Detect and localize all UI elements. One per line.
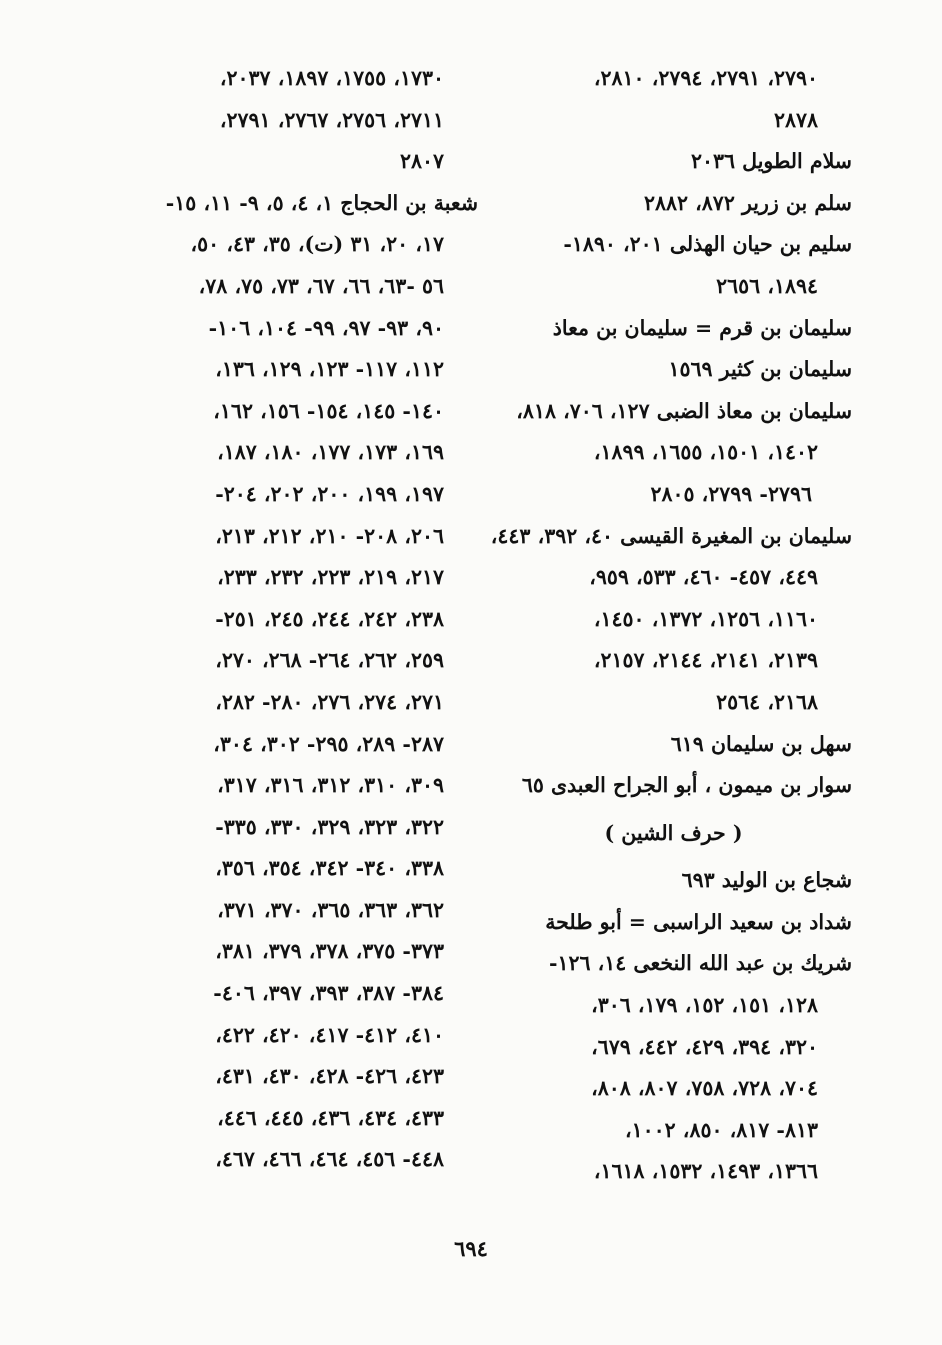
index-entry-line: ١٩٧، ١٩٩، ٢٠٠، ٢٠٢، ٢٠٤- xyxy=(215,481,444,506)
index-entry-line: ٢٣٨، ٢٤٢، ٢٤٤، ٢٤٥، ٢٥١- xyxy=(215,606,444,631)
index-entry-line: ٧٠٤، ٧٢٨، ٧٥٨، ٨٠٧، ٨٠٨، xyxy=(591,1076,818,1101)
index-entry-heading: سوار بن ميمون ، أبو الجراح العبدى ٦٥ xyxy=(521,773,852,798)
right-column xyxy=(490,58,852,1193)
index-entry-line: ٣٨٤- ٣٨٧، ٣٩٣، ٣٩٧، ٤٠٦- xyxy=(213,981,444,1006)
index-entry-line: ٢٧١١، ٢٧٥٦، ٢٧٦٧، ٢٧٩١، xyxy=(219,107,444,132)
index-entry-line: ١٤٠- ١٤٥، ١٥٤- ١٥٦، ١٦٢، xyxy=(213,398,444,423)
index-entry-line: ٣٠٩، ٣١٠، ٣١٢، ٣١٦، ٣١٧، xyxy=(217,773,444,798)
index-entry-line: ٣٢٠، ٣٩٤، ٤٢٩، ٤٤٢، ٦٧٩، xyxy=(591,1034,818,1059)
index-entry-line: ٢١٦٨، ٢٥٦٤ xyxy=(716,689,818,714)
index-entry-heading: شريك بن عبد الله النخعى ١٤، ١٢٦- xyxy=(548,951,852,976)
index-entry-line: ٨١٣- ٨١٧، ٨٥٠، ١٠٠٢، xyxy=(625,1117,818,1142)
index-entry-line: ٤٤٩، ٤٥٧- ٤٦٠، ٥٣٣، ٩٥٩، xyxy=(589,565,818,590)
index-entry-line: ٢٨٧- ٢٨٩، ٢٩٥- ٣٠٢، ٣٠٤، xyxy=(213,731,444,756)
index-entry-heading: سليمان بن معاذ الضبى ١٢٧، ٧٠٦، ٨١٨، xyxy=(516,398,852,423)
index-entry-line: ٢٧٩٦- ٢٧٩٩، ٢٨٠٥ xyxy=(650,481,812,506)
index-entry-line: ٢٨٠٧ xyxy=(399,149,444,174)
index-entry-line: ١٨٩٤، ٢٦٥٦ xyxy=(716,273,818,298)
index-entry-line: ٢٨٧٨ xyxy=(773,107,818,132)
index-entry-line: ٣٢٢، ٣٢٣، ٣٢٩، ٣٣٠، ٣٣٥- xyxy=(215,814,444,839)
index-entry-line: ٣٧٣- ٣٧٥، ٣٧٨، ٣٧٩، ٣٨١، xyxy=(215,939,444,964)
index-entry-heading: سلام الطويل ٢٠٣٦ xyxy=(690,149,852,174)
index-entry-line: ٢٧٩٠، ٢٧٩١، ٢٧٩٤، ٢٨١٠، xyxy=(593,66,818,90)
index-entry-line: ١٧٣٠، ١٧٥٥، ١٨٩٧، ٢٠٣٧، xyxy=(219,66,444,90)
index-entry-line: ٣٣٨، ٣٤٠- ٣٤٢، ٣٥٤، ٣٥٦، xyxy=(215,856,444,881)
index-entry-line: ٥٦ -٦٣، ٦٦، ٦٧، ٧٣، ٧٥، ٧٨، xyxy=(198,273,444,298)
index-entry-line: ١١٦٠، ١٢٥٦، ١٣٧٢، ١٤٥٠، xyxy=(593,606,818,631)
index-entry-heading: شعبة بن الحجاج ١، ٤، ٥، ٩- ١١، ١٥- xyxy=(165,190,478,215)
index-entry-heading: شجاع بن الوليد ٦٩٣ xyxy=(681,868,852,893)
index-entry-line: ٤٤٨- ٤٥٦، ٤٦٤، ٤٦٦، ٤٦٧، xyxy=(215,1147,444,1172)
index-entry-heading: سهل بن سليمان ٦١٩ xyxy=(670,731,852,756)
index-entry-line: ٣٦٢، ٣٦٣، ٣٦٥، ٣٧٠، ٣٧١، xyxy=(217,897,444,922)
index-entry-line: ٢٠٦، ٢٠٨- ٢١٠، ٢١٢، ٢١٣، xyxy=(215,523,444,548)
section-heading: ( حرف الشين ) xyxy=(604,820,743,845)
index-entry-heading: سليمان بن قرم = سليمان بن معاذ xyxy=(552,315,852,340)
index-entry-line: ١١٢، ١١٧- ١٢٣، ١٢٩، ١٣٦، xyxy=(215,357,444,382)
index-entry-line: ٢٧١، ٢٧٤، ٢٧٦، ٢٨٠- ٢٨٢، xyxy=(215,689,444,714)
index-entry-heading: سليمان بن المغيرة القيسى ٤٠، ٣٩٢، ٤٤٣، xyxy=(490,523,852,548)
index-entry-line: ٢٥٩، ٢٦٢، ٢٦٤- ٢٦٨، ٢٧٠، xyxy=(215,648,444,673)
index-entry-line: ١٣٦٦، ١٤٩٣، ١٥٣٢، ١٦١٨، xyxy=(593,1159,818,1184)
index-entry-heading: شداد بن سعيد الراسبى = أبو طلحة xyxy=(545,909,852,934)
index-entry-line: ٩٠، ٩٣- ٩٧، ٩٩- ١٠٤، ١٠٦- xyxy=(208,315,444,340)
index-entry-line: ١٢٨، ١٥١، ١٥٢، ١٧٩، ٣٠٦، xyxy=(591,993,818,1018)
index-entry-line: ٤١٠، ٤١٢- ٤١٧، ٤٢٠، ٤٢٢، xyxy=(215,1022,444,1047)
index-entry-heading: سليمان بن كثير ١٥٦٩ xyxy=(668,357,852,382)
index-entry-heading: سلم بن زرير ٨٧٢، ٢٨٨٢ xyxy=(643,190,852,215)
index-entry-line: ٢١٧، ٢١٩، ٢٢٣، ٢٣٢، ٢٣٣، xyxy=(217,565,444,590)
index-entry-line: ٢١٣٩، ٢١٤١، ٢١٤٤، ٢١٥٧، xyxy=(593,648,818,673)
index-entry-line: ٤٣٣، ٤٣٤، ٤٣٦، ٤٤٥، ٤٤٦، xyxy=(217,1105,444,1130)
index-entry-line: ١٧، ٢٠، ٣١ (ت)، ٣٥، ٤٣، ٥٠، xyxy=(190,232,444,257)
index-entry-line: ١٤٠٢، ١٥٠١، ١٦٥٥، ١٨٩٩، xyxy=(593,440,818,465)
index-entry-line: ١٦٩، ١٧٣، ١٧٧، ١٨٠، ١٨٧، xyxy=(217,440,444,465)
left-column xyxy=(128,58,478,1181)
index-entry-line: ٤٢٣، ٤٢٦- ٤٢٨، ٤٣٠، ٤٣١، xyxy=(215,1064,444,1089)
index-entry-heading: سليم بن حيان الهذلى ٢٠١، ١٨٩٠- xyxy=(563,232,852,257)
page-number: ٦٩٤ xyxy=(454,1236,488,1261)
